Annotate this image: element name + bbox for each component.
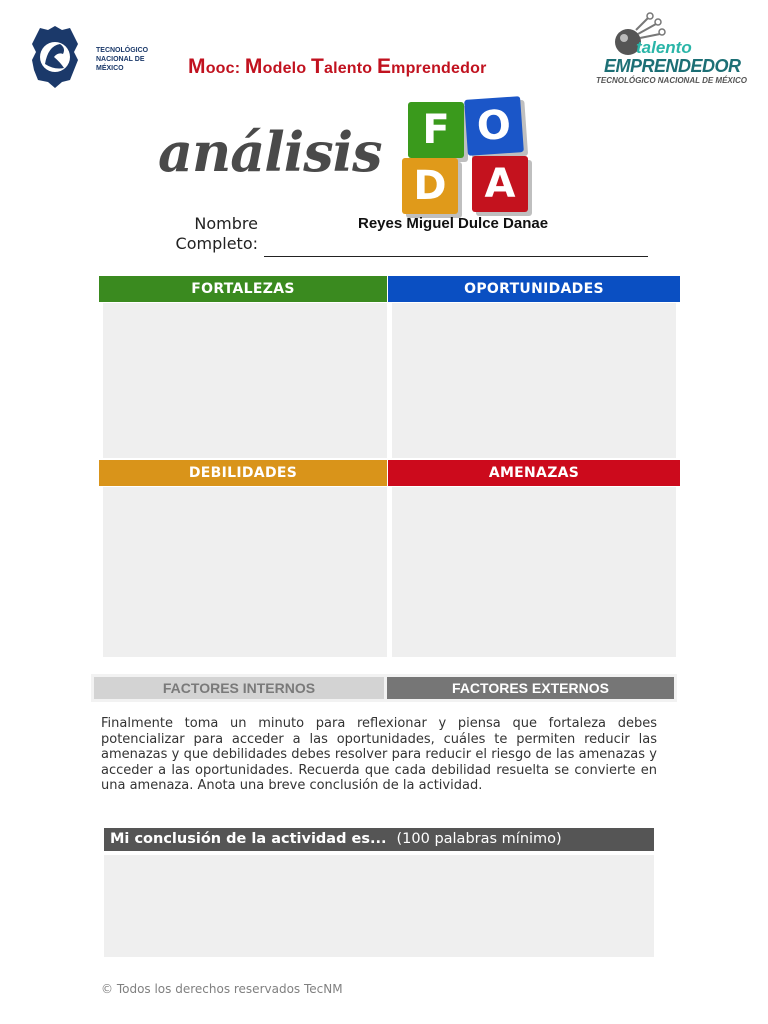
fortalezas-area[interactable] xyxy=(103,303,387,458)
cube-f: F xyxy=(408,102,464,158)
tecnm-logo xyxy=(30,24,170,90)
name-underline xyxy=(264,256,648,257)
amenazas-header: AMENAZAS xyxy=(388,460,680,486)
conclusion-header xyxy=(104,828,654,851)
cube-a: A xyxy=(472,156,528,212)
debilidades-header: DEBILIDADES xyxy=(99,460,387,486)
amenazas-area[interactable] xyxy=(392,487,676,657)
footer-copyright: © Todos los derechos reservados TecNM xyxy=(101,982,343,996)
oportunidades-area[interactable] xyxy=(392,303,676,458)
oportunidades-header: OPORTUNIDADES xyxy=(388,276,680,302)
talento-emprendedor-logo: talento EMPRENDEDOR TECNOLÓGICO NACIONAL DE MÉXICO xyxy=(594,10,726,90)
conclusion-title: Mi conclusión de la actividad es... xyxy=(110,831,387,847)
cube-d: D xyxy=(402,158,458,214)
tecnm-gear-icon xyxy=(30,24,80,90)
debilidades-area[interactable] xyxy=(103,487,387,657)
name-value[interactable]: Reyes Miguel Dulce Danae xyxy=(358,215,549,232)
conclusion-note: (100 palabras mínimo) xyxy=(396,831,562,847)
foda-cubes xyxy=(402,98,532,218)
mooc-title: Mooc: Modelo Talento Emprendedor xyxy=(188,55,487,78)
factores-internos: FACTORES INTERNOS xyxy=(94,677,384,699)
instructions-paragraph: Finalmente toma un minuto para reflexionar y piensa que fortaleza debes potencializar para acceder a las oportunidades, cuáles te permiten reducir las amenazas y que debilidades debes resolver para reducir el riesgo de las amenazas y acceder a las oportunidades. Recuerda que cada debilidad resuelta se convierte en una amenaza. Anota una breve conclusión de la actividad. xyxy=(101,716,657,794)
analisis-word: análisis xyxy=(158,120,382,184)
cube-o: O xyxy=(464,96,524,156)
conclusion-area[interactable] xyxy=(104,855,654,957)
fortalezas-header: FORTALEZAS xyxy=(99,276,387,302)
name-label: Nombre Completo: xyxy=(175,214,258,253)
factores-externos: FACTORES EXTERNOS xyxy=(387,677,674,699)
tecnm-logo-text: TECNOLÓGICO NACIONAL DE MÉXICO xyxy=(96,47,149,72)
